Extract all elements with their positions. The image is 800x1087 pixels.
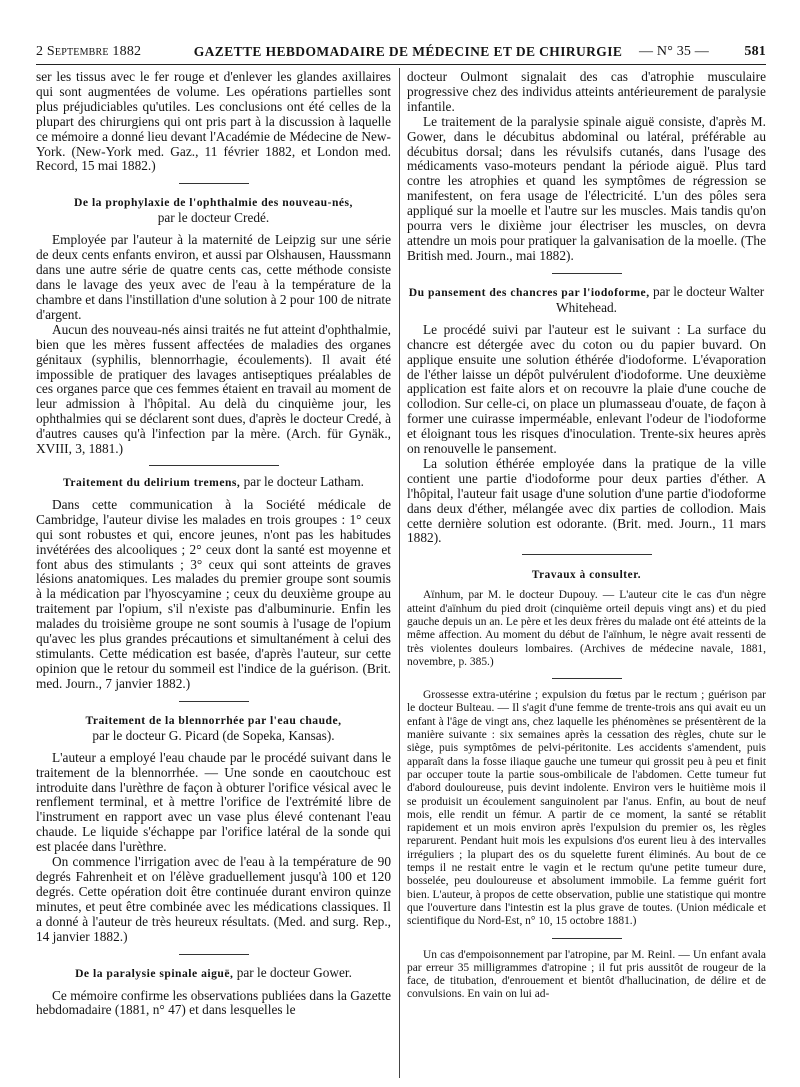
divider — [179, 183, 249, 184]
header-date: 2 Septembre 1882 — [36, 44, 142, 59]
article-title: Du pansement des chancres par l'iodoforme, — [408, 285, 650, 299]
article-heading — [407, 284, 766, 315]
divider — [552, 273, 622, 274]
article-byline: par le docteur Latham. — [243, 473, 365, 489]
page-number: 581 — [744, 44, 766, 59]
divider — [179, 954, 249, 955]
divider — [552, 678, 622, 679]
article-byline: par le docteur Walter Whitehead. — [556, 283, 765, 315]
paragraph: Le traitement de la paralysie spinale aiguë consiste, d'après M. Gower, dans le décubitus abdominal ou latéral, préférable au décubitus dorsal; dans les révulsifs cutanés, dans l'usage des médicaments vaso-moteurs pendant la période aiguë. Plus tard contre les atrophies et quand les symptômes de régression se manifestent, on fera usage de l'électricité. L'un des pôles sera appliqué sur la moelle et l'autre sur les muscles. Mais tandis qu'on pourra vers le dixième jour électriser les muscles, on devra attendre un mois pour pratiquer la galvanisation de la moelle. (The British med. Journ., mai 1882). — [407, 113, 766, 263]
reference-item: Grossesse extra-utérine ; expulsion du fœtus par le rectum ; guérison par le docteur Bulteau. — Il s'agit d'une femme de trente-trois ans qui avait eu un enfant à l'âge de vingt ans, chez laquelle les phénomènes se présentèrent de la manière suivante : six semaines après la cessation des règles, chute sur le siège, puis symptômes de pelvi-péritonite. Les accidents s'amendent, puis apparaît dans la fosse iliaque gauche une tumeur qui grossit peu à peu et finit par occuper toute la partie sous-ombilicale de l'abdomen. Cette tumeur fut d'abord douloureuse, puis devint indolente. Environ vers le huitième mois il se produisit un écoulement sanguinolent par l'anus. Enfin, au bout de neuf mois, elle rendit un fémur. A partir de ce moment, la santé se rétablit rapidement et un mois environ après l'expulsion du premier os, les règles reparurent. Pendant huit mois les expulsions d'os eurent lieu à des intervalles irréguliers ; la plupart des os du squelette furent éliminés. Au bout de ce temps il ne restait entre le vagin et le rectum qu'une petite tumeur dure, bosselée, peu douloureuse et absolument immobile. La femme guérit fort bien. L'auteur, à propos de cette observation, publie une statistique qui montre que l'ouverture dans l'intestin est la plus grave de toutes. (Union médicale et scientifique du Nord-Est, n° 10, 15 octobre 1881.) — [407, 689, 766, 928]
left-column — [36, 70, 391, 1079]
section-heading: Travaux à consulter. — [531, 569, 642, 582]
paragraph: L'auteur a employé l'eau chaude par le procédé suivant dans le traitement de la blennorrhée. — Une sonde en caoutchouc est introduite dans l'urèthre de façon à obturer l'orifice vésical avec le renflement terminal, et à mettre l'orifice de l'extrémité libre de l'instrument en rapport avec un vase plus élevé contenant l'eau chaude. Le liquide s'échappe par l'orifice latéral de la sonde qui est placée dans l'urèthre. — [36, 749, 391, 855]
right-column — [407, 70, 766, 1079]
paragraph: Dans cette communication à la Société médicale de Cambridge, l'auteur divise les malades en trois groupes : 1° ceux qui sont robustes et qui, encore jeunes, n'ont pas les habitudes invétérées des alcooliques ; 2° ceux dont la santé est moyenne et font abus des stimulants ; 3° ceux qui sont atteints de graves lésions anatomiques. Les malades du premier groupe sont soumis à la médication par l'hyoscyamine ; ceux du deuxième groupe au traitement par l'opium, s'il n'existe pas d'albuminurie. Enfin les malades du troisième groupe ne sont soumis à l'usage de l'opium qu'avec les plus grandes précautions et simultanément à celui des stimulants. Cette médication est basée, d'après l'auteur, sur cette opinion que le retour du sommeil est l'indice de la guérison. (Brit. med. Journ., 7 janvier 1882.) — [36, 496, 391, 691]
article-title: Traitement du delirium tremens, — [62, 475, 241, 489]
article-heading — [36, 194, 391, 225]
paragraph: La solution éthérée employée dans la pratique de la ville contient une partie d'iodoforme pour deux parties d'éther. A l'hôpital, l'auteur fait usage d'une solution d'une partie d'iodoforme dans deux d'éther, mélangée avec dix parties de collodion. Mais cette dernière solution est odorante. (Brit. med. Journ., 11 mars 1882). — [407, 455, 766, 546]
article-heading — [36, 965, 391, 981]
article-heading — [36, 712, 391, 743]
divider — [522, 554, 652, 555]
paragraph: Employée par l'auteur à la maternité de Leipzig sur une série de deux cents enfants environ, et aussi par Olshausen, Haussmann dans une autre série de quatre cents cas, cette méthode consiste dans le lavage des yeux avec de l'eau à la température de la chambre et dans l'instillation d'une solution à 2 pour 100 de nitrate d'argent. — [36, 232, 391, 322]
paragraph: ser les tissus avec le fer rouge et d'enlever les glandes axillaires qui sont augmentées de volume. Les opérations partielles sont plus préjudiciables qu'utiles. Les conclusions ont été celles de la plupart des chirurgiens qui ont pris part à la discussion à laquelle ce mémoire a donné lieu devant l'Académie de Médecine de New-York. (New-York med. Gaz., 11 février 1882, et London med. Record, 15 mai 1882.) — [36, 70, 391, 174]
journal-title: GAZETTE HEBDOMADAIRE DE MÉDECINE ET DE CHIRURGIE — [193, 44, 623, 59]
paragraph: docteur Oulmont signalait des cas d'atrophie musculaire progressive chez des individus atteints antérieurement de paralysie infantile. — [407, 70, 766, 114]
paragraph: Le procédé suivi par l'auteur est le suivant : La surface du chancre est détergée avec du coton ou du papier buvard. On applique ensuite une solution éthérée d'iodoforme. L'évaporation de l'éther laisse un dépôt pulvérulent d'iodoforme. Une deuxième application est faite alors et on recouvre la plaie d'une couche de collodion. Sur celle-ci, on place un plumasseau d'ouate, de façon à former une cuirasse imperméable, enlevant l'odeur de l'iodoforme et éloignant tous les risques d'inoculation. Trente-six heures après on renouvelle le pansement. — [407, 321, 766, 457]
paragraph: Aucun des nouveau-nés ainsi traités ne fut atteint d'ophthalmie, bien que les mères fussent affectées de maladies des organes génitaux (syphilis, blennorrhagie, écoulements). Il avait été impossible de pratiquer des lavages antiseptiques préalables de ces organes parce que ces femmes étaient en travail au moment de leur admission à l'hôpital. Au delà du cinquième jour, les ophthalmies qui se déclarent sont dues, d'après le docteur Credé, à d'autres causes qu'à l'infection par la mère. (Arch. für Gynäk., XVIII, 3, 1881.) — [36, 321, 391, 457]
running-header — [36, 40, 766, 66]
divider — [552, 938, 622, 939]
references-list — [407, 589, 766, 1001]
paragraph: On commence l'irrigation avec de l'eau à la température de 90 degrés Fahrenheit et on l'élève graduellement jusqu'à 100 et 120 degrés. Cette opération doit être continuée durant environ quinze minutes, et peut être combinée avec les médications classiques. Il a donné à l'auteur de très heureux résultats. (Med. and surg. Rep., 14 janvier 1882.) — [36, 854, 391, 944]
reference-item: Aïnhum, par M. le docteur Dupouy. — L'auteur cite le cas d'un nègre atteint d'aïnhum du pied droit (cinquième orteil depuis vingt ans) et du pied gauche depuis un an. Le père et les deux frères du malade ont été atteints de la même affection. Au moment du début de l'aïnhum, le nègre avait ressenti de très violentes douleurs lombaires. (Archives de médecine navale, 1881, novembre, p. 385.) — [407, 589, 766, 668]
column-separator — [399, 68, 400, 1078]
paragraph: Ce mémoire confirme les observations publiées dans la Gazette hebdomadaire (1881, n° 47) et dans lesquelles le — [36, 987, 391, 1018]
issue-number: — N° 35 — — [639, 44, 710, 59]
article-byline: par le docteur G. Picard (de Sopeka, Kansas). — [92, 727, 335, 743]
article-byline: par le docteur Credé. — [157, 210, 270, 226]
divider — [179, 701, 249, 702]
divider — [149, 465, 279, 466]
header-rule — [36, 64, 766, 65]
article-title: Traitement de la blennorrhée par l'eau chaude, — [85, 713, 342, 727]
article-byline: par le docteur Gower. — [236, 964, 352, 980]
reference-item: Un cas d'empoisonnement par l'atropine, par M. Reinl. — Un enfant avala par erreur 35 milligrammes d'atropine ; il fut pris aussitôt de rougeur de la face, de titubation, d'enrouement et bientôt d'hallucination, de délire et de convulsions. En vain on lui ad- — [407, 948, 766, 1001]
article-heading — [36, 474, 391, 490]
article-title: De la prophylaxie de l'ophthalmie des nouveau-nés, — [74, 196, 353, 210]
article-title: De la paralysie spinale aiguë, — [75, 966, 234, 980]
